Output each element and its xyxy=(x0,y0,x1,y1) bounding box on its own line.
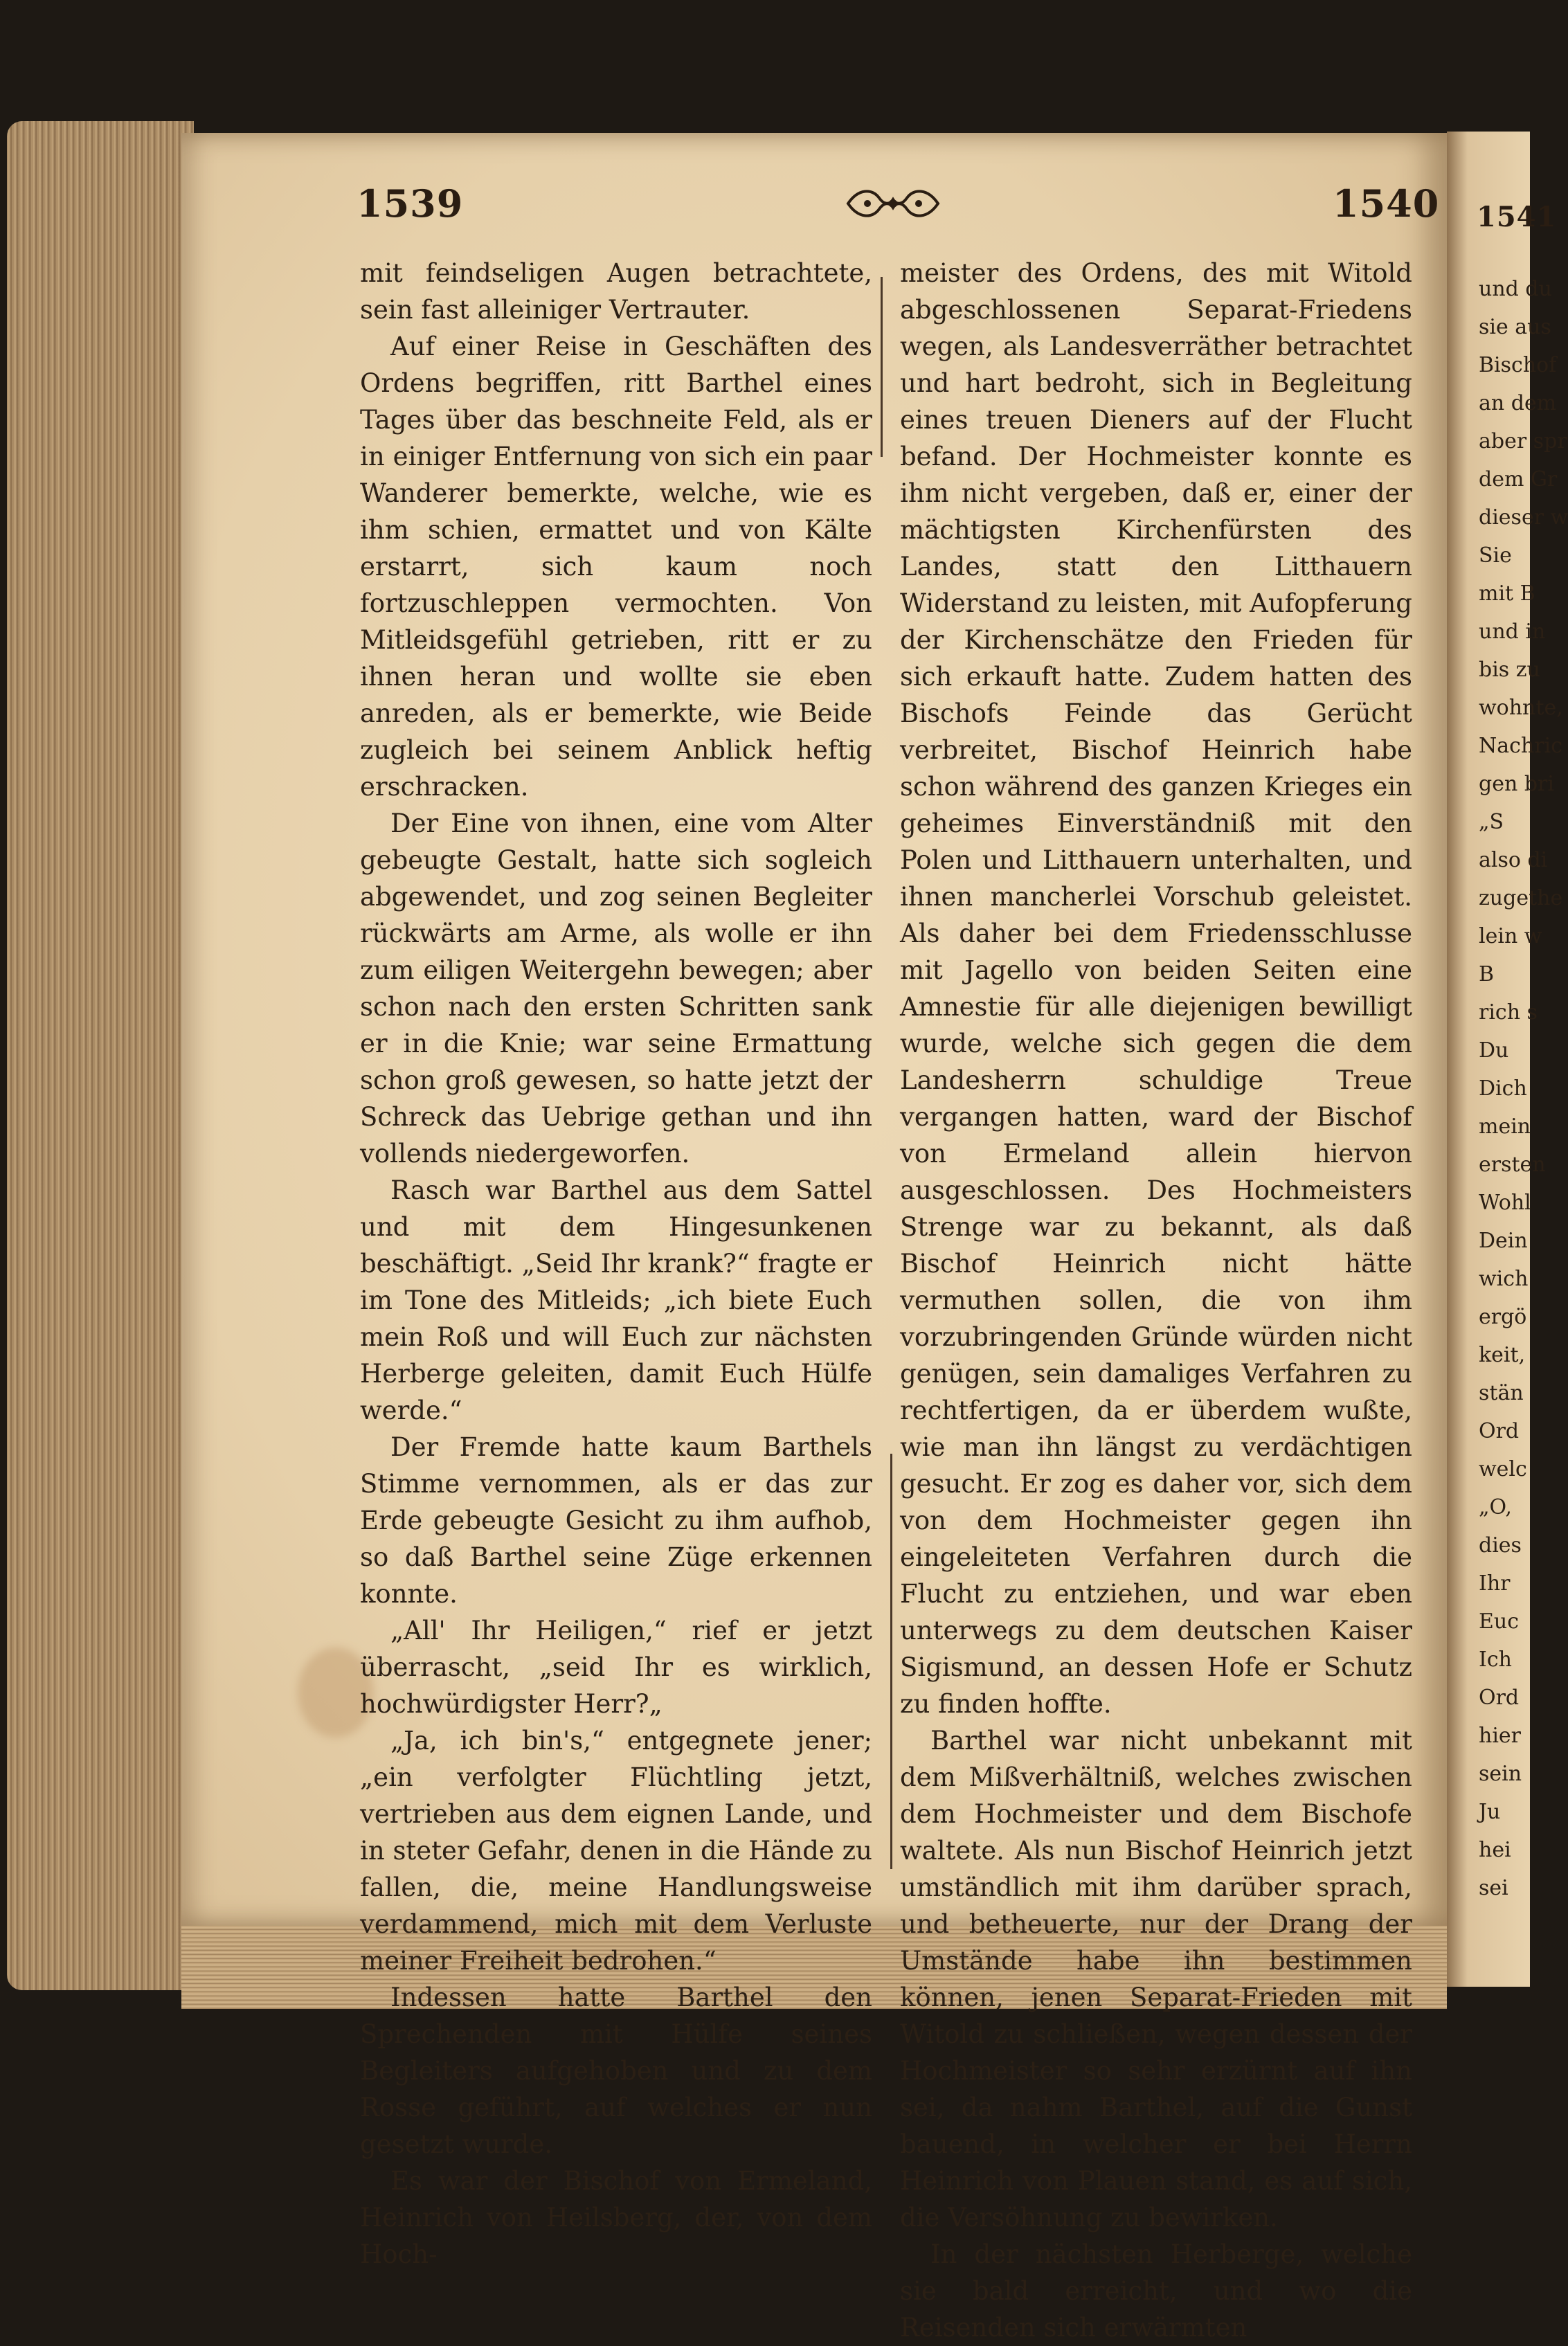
next-page-fragment: Bischof xyxy=(1479,353,1557,377)
next-page-fragment: zugethe xyxy=(1479,886,1563,910)
next-page-fragment: Nachric xyxy=(1479,734,1562,758)
page-number-left: 1539 xyxy=(357,181,464,226)
text-column-right xyxy=(900,255,1412,2346)
next-page-fragment: mein xyxy=(1479,1115,1531,1139)
paragraph: Auf einer Reise in Geschäften des Ordens begriffen, ritt Barthel eines Tages über das beschneite Feld, als er in einiger Entfernung von sich ein paar Wanderer bemerkte, welche, wie es ihm schien, ermattet und von Kälte erstarrt, sich kaum noch fortzuschleppen vermochten. Von Mitleidsgefühl getrieben, ritt er zu ihnen heran und wollte sie eben anreden, als er bemerkte, wie Beide zugleich bei seinem Anblick heftig erschracken. xyxy=(360,332,872,802)
next-page-fragment: wich xyxy=(1479,1267,1529,1291)
page-block-edge xyxy=(7,121,194,1990)
next-page-fragment: Ord xyxy=(1479,1686,1520,1710)
next-page-fragment: sei xyxy=(1479,1876,1508,1900)
next-page-fragment: stän xyxy=(1479,1381,1524,1405)
next-page-fragment: welc xyxy=(1479,1457,1527,1481)
paragraph: Es war der Bischof von Ermeland, Heinrich von Heilsberg, der, von dem Hoch- xyxy=(360,2166,872,2269)
paragraph: meister des Ordens, des mit Witold abgeschlossenen Separat-Friedens wegen, als Landesverräther betrachtet und hart bedroht, sich in Begleitung eines treuen Dieners auf der Flucht befand. Der Hochmeister konnte es ihm nicht vergeben, daß er, einer der mächtigsten Kirchenfürsten des Landes, statt den Litthauern Widerstand zu leisten, mit Aufopferung der Kirchenschätze den Frieden für sich erkauft hatte. Zudem hatten des Bischofs Feinde das Gerücht verbreitet, Bischof Heinrich habe schon während des ganzen Krieges ein geheimes Einverständniß mit den Polen und Litthauern unterhalten, und ihnen mancherlei Vorschub geleistet. Als daher bei dem Friedensschlusse mit Jagello von beiden Seiten eine Amnestie für alle diejenigen bewilligt wurde, welche sich gegen die dem Landesherrn schuldige Treue vergangen hatten, ward der Bischof von Ermeland allein hiervon ausgeschlossen. Des Hochmeisters Strenge war zu bekannt, als daß Bischof Heinrich nicht hätte vermuthen sollen, die von ihm vorzubringenden Gründe würden nicht genügen, sein damaliges Verfahren zu rechtfertigen, da er überdem wußte, wie man ihn längst zu verdächtigen gesucht. Er zog es daher vor, sich dem von dem Hochmeister gegen ihn eingeleiteten Verfahren durch die Flucht zu entziehen, und war eben unterwegs zu dem deutschen Kaiser Sigismund, an dessen Hofe er Schutz zu finden hoffte. xyxy=(900,258,1412,1719)
page-number-next: 1541 xyxy=(1477,201,1557,233)
next-page-fragment: Sie xyxy=(1479,543,1512,568)
next-page-fragment: Wohl xyxy=(1479,1191,1531,1215)
paragraph: In der nächsten Herberge, welche sie bald erreicht, und wo die Reisenden sich erwärmten xyxy=(900,2239,1412,2343)
next-page-fragment: „S xyxy=(1479,810,1504,834)
paragraph: Der Fremde hatte kaum Barthels Stimme vernommen, als er das zur Erde gebeugte Gesicht zu ihm aufhob, so daß Barthel seine Züge erkennen konnte. xyxy=(360,1432,872,1609)
paragraph: Der Eine von ihnen, eine vom Alter gebeugte Gestalt, hatte sich sogleich abgewendet, und zog seinen Begleiter rückwärts am Arme, als wolle er ihn zum eiligen Weitergehn bewegen; aber schon nach den ersten Schritten sank er in die Knie; war seine Ermattung schon groß gewesen, so hatte jetzt der Schreck das Uebrige gethan und ihn vollends niedergeworfen. xyxy=(360,809,872,1169)
next-page-fragment: Ihr xyxy=(1479,1571,1511,1596)
next-page-fragment: Ju xyxy=(1479,1800,1501,1824)
next-page-fragment: dem Gr xyxy=(1479,467,1558,491)
next-page-fragment: ersten xyxy=(1479,1153,1546,1177)
next-page-fragment: wohnte, xyxy=(1479,696,1563,720)
paragraph: Indessen hatte Barthel den Sprechenden mit Hülfe seines Begleiters aufgehoben und zu dem Rosse geführt, auf welches er nun gesetzt wurde. xyxy=(360,1983,872,2159)
next-page-fragment: dies xyxy=(1479,1533,1522,1558)
next-page-fragment: „O, xyxy=(1479,1495,1512,1519)
next-page-fragment: rich s xyxy=(1479,1000,1538,1025)
next-page-fragment: Ord xyxy=(1479,1419,1520,1443)
next-page-fragment: Dich xyxy=(1479,1076,1527,1101)
next-page-fragment: und in xyxy=(1479,620,1546,644)
margin-rule xyxy=(890,1454,892,1869)
next-page-fragment: aber spr xyxy=(1479,429,1567,453)
next-page-fragment: ergö xyxy=(1479,1305,1527,1329)
paragraph: „Ja, ich bin's,“ entgegnete jener; „ein verfolgter Flüchtling jetzt, vertrieben aus dem eignen Lande, und in steter Gefahr, denen in die Hände zu fallen, die, meine Handlungsweise verdammend, mich mit dem Verluste meiner Freiheit bedrohen.“ xyxy=(360,1726,872,1976)
paragraph: Rasch war Barthel aus dem Sattel und mit dem Hingesunkenen beschäftigt. „Seid Ihr krank?“ fragte er im Tone des Mitleids; „ich biete Euch mein Roß und will Euch zur nächsten Herberge geleiten, damit Euch Hülfe werde.“ xyxy=(360,1175,872,1425)
next-page-fragment: hei xyxy=(1479,1838,1511,1862)
next-page-fragment: lein w xyxy=(1479,924,1542,948)
ornament-icon xyxy=(841,184,945,223)
next-page-fragment: also di xyxy=(1479,848,1548,872)
page-number-right: 1540 xyxy=(1333,181,1440,226)
next-page-fragment: Ich xyxy=(1479,1648,1512,1672)
next-page-fragment: gen bri xyxy=(1479,772,1554,796)
paragraph: „All' Ihr Heiligen,“ rief er jetzt überrascht, „seid Ihr es wirklich, hochwürdigster Herr?„ xyxy=(360,1616,872,1719)
next-page-fragment: sie aus xyxy=(1479,315,1551,339)
next-page-fragment: bis zu xyxy=(1479,658,1540,682)
next-page-fragment: sein xyxy=(1479,1762,1522,1786)
paragraph: Barthel war nicht unbekannt mit dem Mißverhältniß, welches zwischen dem Hochmeister und dem Bischofe waltete. Als nun Bischof Heinrich jetzt umständlich mit ihm darüber sprach, und betheuerte, nur der Drang der Umstände habe ihn bestimmen können, jenen Separat-Frieden mit Witold zu schließen, wegen dessen der Hochmeister so sehr erzürnt auf ihn sei, da nahm Barthel, auf die Gunst bauend, in welcher er bei Herrn Heinrich von Plauen stand, es auf sich, die Versöhnung zu bewirken. xyxy=(900,1726,1412,2232)
next-page-fragment: hier xyxy=(1479,1724,1522,1748)
next-page-fragment: mit B xyxy=(1479,581,1535,606)
text-column-left xyxy=(360,255,872,2273)
next-page-fragment: Du xyxy=(1479,1038,1509,1063)
next-page-fragment: B xyxy=(1479,962,1495,986)
next-page-fragment: und du xyxy=(1479,277,1552,301)
next-page-fragment: dieser w xyxy=(1479,505,1568,530)
next-page-fragment: keit, xyxy=(1479,1343,1526,1367)
next-page-fragment: an dem xyxy=(1479,391,1557,415)
next-page-fragment: Dein xyxy=(1479,1229,1528,1253)
margin-rule xyxy=(881,277,883,457)
next-page-fragment: Euc xyxy=(1479,1609,1520,1634)
paragraph: mit feindseligen Augen betrachtete, sein fast alleiniger Vertrauter. xyxy=(360,258,872,325)
